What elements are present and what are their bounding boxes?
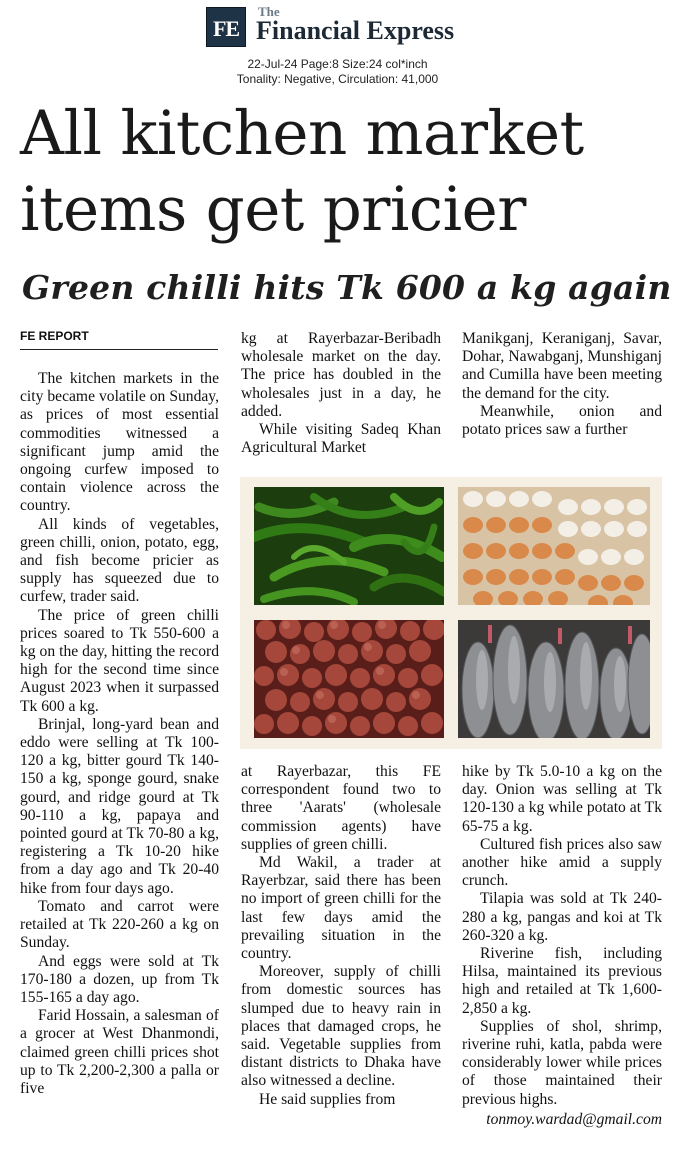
article-paragraph: Cultured fish prices also saw another hike amid a supply crunch.	[462, 835, 662, 890]
article-paragraph: While visiting Sadeq Khan Agricultural Market	[241, 421, 441, 457]
article-paragraph: at Rayerbazar, this FE correspondent found two to three 'Aarats' (wholesale commission agents) have supplies of green chilli.	[241, 763, 441, 853]
headline-line-1: All kitchen market	[20, 98, 584, 169]
article-paragraph: hike by Tk 5.0-10 a kg on the day. Onion was selling at Tk 120-130 a kg while potato at Tk 65-75 a kg.	[462, 763, 662, 835]
author-email: tonmoy.wardad@gmail.com	[486, 1110, 662, 1128]
photo-collage	[240, 477, 662, 749]
article-column-2-bottom	[241, 763, 441, 1109]
headline	[20, 96, 660, 248]
article-paragraph: Moreover, supply of chilli from domestic sources has slumped due to heavy rain in places that damaged crops, he said. Vegetable supplies from distant districts to Dhaka have also witnessed a decline.	[241, 963, 441, 1090]
article-paragraph: All kinds of vegetables, green chilli, onion, potato, egg, and fish become pricier as supply has squeezed due to curfew, trader said.	[20, 515, 219, 606]
fe-logo-text: FE	[212, 16, 240, 41]
article-column-1	[20, 370, 219, 1098]
clip-meta-tonality: Tonality: Negative, Circulation: 41,000	[236, 72, 439, 86]
article-paragraph: Tilapia was sold at Tk 240-280 a kg, pangas and koi at Tk 260-320 a kg.	[462, 890, 662, 944]
article-column-2-top	[241, 330, 441, 457]
article-paragraph: Brinjal, long-yard bean and eddo were selling at Tk 100-120 a kg, bitter gourd Tk 140-150 a kg, sponge gourd, snake gourd, and ridge gourd at Tk 90-110 a kg, papaya and pointed gourd at Tk 70-80 a kg, registering a Tk 10-20 hike from a day ago and Tk 20-40 hike from four days ago.	[20, 715, 219, 897]
article-paragraph: The kitchen markets in the city became volatile on Sunday, as prices of most essential commodities witnessed a significant jump amid the ongoing curfew imposed to contain violence across the country.	[20, 370, 219, 515]
byline: FE REPORT	[20, 329, 89, 343]
article-paragraph: Md Wakil, a trader at Rayerbzar, said there has been no import of green chilli for the last few days amid the prevailing situation in the country.	[241, 854, 441, 963]
article-column-3-bottom	[462, 763, 662, 1129]
article-column-3-top	[462, 330, 662, 439]
article-paragraph: The price of green chilli prices soared to Tk 550-600 a kg on the day, hitting the record high for the second time since August 2023 when it surpassed Tk 600 a kg.	[20, 606, 219, 715]
article-paragraph: And eggs were sold at Tk 170-180 a dozen, up from Tk 155-165 a day ago.	[20, 952, 219, 1006]
article-paragraph: Riverine fish, including Hilsa, maintained its previous high and retailed at Tk 1,600-2,850 a kg.	[462, 945, 662, 1017]
article-paragraph: Meanwhile, onion and potato prices saw a further	[462, 402, 662, 439]
publication-the: The	[258, 4, 280, 19]
fish-photo	[458, 620, 650, 738]
article-paragraph: kg at Rayerbazar-Beribadh wholesale market on the day. The price has doubled in the wholesales just in a day, he added.	[241, 330, 441, 420]
article-paragraph: Supplies of shol, shrimp, riverine ruhi, katla, pabda were considerably lower while prices of those maintained their previous highs.	[462, 1017, 662, 1108]
eggs-photo	[458, 487, 650, 605]
masthead	[0, 0, 675, 92]
clip-meta-date: 22-Jul-24 Page:8 Size:24 col*inch	[247, 57, 428, 71]
onions-photo	[254, 620, 444, 738]
byline-rule	[20, 349, 218, 350]
fe-logo	[206, 7, 246, 47]
article-paragraph: Farid Hossain, a salesman of a grocer at West Dhanmondi, claimed green chilli prices shot up to Tk 2,200-2,300 a palla or five	[20, 1007, 219, 1097]
subheadline: Green chilli hits Tk 600 a kg again	[22, 268, 672, 307]
green-chilli-photo	[254, 487, 444, 605]
headline-line-2: items get pricier	[20, 174, 526, 245]
article-paragraph: He said supplies from	[259, 1090, 396, 1108]
article-paragraph: Manikganj, Keraniganj, Savar, Dohar, Nawabganj, Munshiganj and Cumilla have been meeting the demand for the city.	[462, 330, 662, 402]
publication-name: Financial Express	[256, 16, 455, 45]
article-paragraph: Tomato and carrot were retailed at Tk 220-260 a kg on Sunday.	[20, 897, 219, 952]
